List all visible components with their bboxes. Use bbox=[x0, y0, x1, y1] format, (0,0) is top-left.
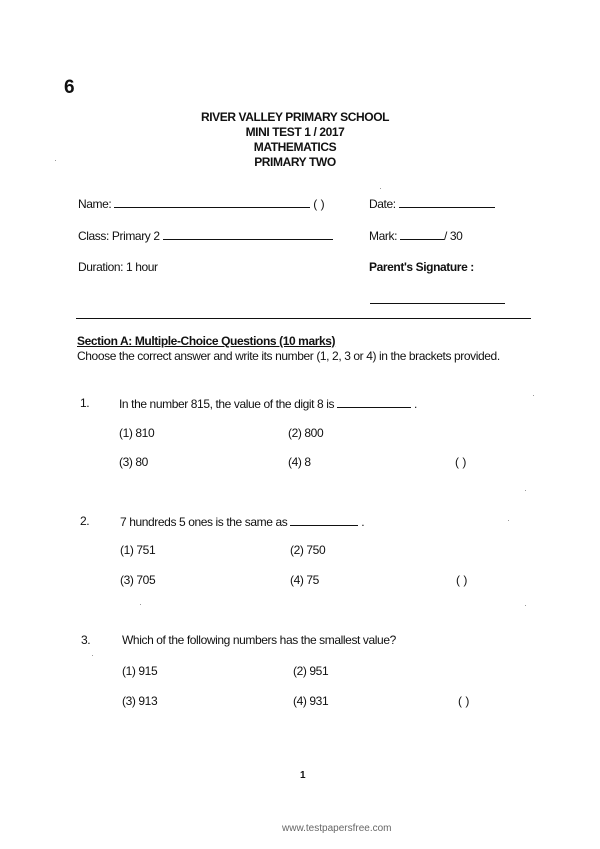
scan-speck bbox=[380, 188, 381, 189]
question-2-option-4: (4) 75 bbox=[290, 573, 319, 587]
question-2-blank bbox=[290, 514, 358, 526]
scan-speck bbox=[533, 395, 534, 396]
question-2-option-1: (1) 751 bbox=[120, 543, 156, 557]
question-3-option-3: (3) 913 bbox=[122, 694, 158, 708]
question-2-end: . bbox=[361, 515, 365, 529]
name-label: Name: bbox=[78, 197, 112, 211]
mark-line bbox=[400, 228, 444, 240]
question-2-option-3: (3) 705 bbox=[120, 573, 156, 587]
question-2-number: 2. bbox=[80, 514, 90, 528]
mark-field[interactable] bbox=[369, 228, 462, 243]
subject-title: MATHEMATICS bbox=[253, 140, 337, 154]
question-3-option-1: (1) 915 bbox=[122, 664, 158, 678]
parent-signature-label: Parent's Signature : bbox=[369, 260, 474, 274]
footer-page-number: 1 bbox=[300, 770, 306, 781]
question-1-answer-bracket[interactable]: ( ) bbox=[455, 455, 467, 469]
question-1-option-3: (3) 80 bbox=[119, 455, 148, 469]
question-1-stem bbox=[119, 396, 417, 411]
question-3-option-4: (4) 931 bbox=[293, 694, 329, 708]
question-1-number: 1. bbox=[80, 396, 90, 410]
question-2-answer-bracket[interactable]: ( ) bbox=[456, 573, 468, 587]
question-2-stem bbox=[120, 514, 364, 529]
scan-speck bbox=[525, 605, 526, 606]
question-2-option-2: (2) 750 bbox=[290, 543, 326, 557]
question-2-text: 7 hundreds 5 ones is the same as bbox=[120, 515, 288, 529]
section-title: Section A: Multiple-Choice Questions (10 marks) bbox=[77, 334, 336, 348]
school-name: RIVER VALLEY PRIMARY SCHOOL bbox=[200, 110, 390, 124]
name-field[interactable] bbox=[78, 196, 325, 211]
scan-speck bbox=[508, 520, 509, 521]
question-3-number: 3. bbox=[81, 633, 91, 647]
class-line bbox=[163, 228, 333, 240]
scan-speck bbox=[92, 655, 93, 656]
question-3-answer-bracket[interactable]: ( ) bbox=[458, 694, 470, 708]
section-instruction: Choose the correct answer and write its number (1, 2, 3 or 4) in the brackets provided. bbox=[77, 349, 500, 363]
scan-speck bbox=[525, 490, 526, 491]
question-1-option-1: (1) 810 bbox=[119, 426, 155, 440]
question-3-stem: Which of the following numbers has the smallest value? bbox=[122, 633, 396, 647]
question-1-text: In the number 815, the value of the digit 8 is bbox=[119, 397, 335, 411]
test-title: MINI TEST 1 / 2017 bbox=[245, 125, 345, 139]
class-number-bracket: ( ) bbox=[313, 197, 325, 211]
class-field[interactable] bbox=[78, 228, 333, 243]
mark-total: / 30 bbox=[443, 229, 463, 243]
mark-label: Mark: bbox=[369, 229, 398, 243]
date-line bbox=[399, 196, 495, 208]
scan-speck bbox=[140, 604, 141, 605]
section-divider bbox=[76, 318, 531, 319]
question-3-option-2: (2) 951 bbox=[293, 664, 329, 678]
date-label: Date: bbox=[369, 197, 396, 211]
question-1-blank bbox=[337, 396, 411, 408]
class-label: Class: Primary 2 bbox=[78, 229, 160, 243]
scan-speck bbox=[55, 160, 56, 161]
name-line bbox=[114, 196, 310, 208]
page-number: 6 bbox=[64, 77, 75, 98]
date-field[interactable] bbox=[369, 196, 495, 211]
level-title: PRIMARY TWO bbox=[254, 155, 336, 169]
parent-signature-line[interactable] bbox=[370, 303, 505, 304]
footer-url: www.testpapersfree.com bbox=[282, 823, 392, 834]
question-1-option-2: (2) 800 bbox=[288, 426, 324, 440]
duration-text: Duration: 1 hour bbox=[78, 260, 158, 274]
question-1-end: . bbox=[413, 397, 417, 411]
question-1-option-4: (4) 8 bbox=[288, 455, 311, 469]
